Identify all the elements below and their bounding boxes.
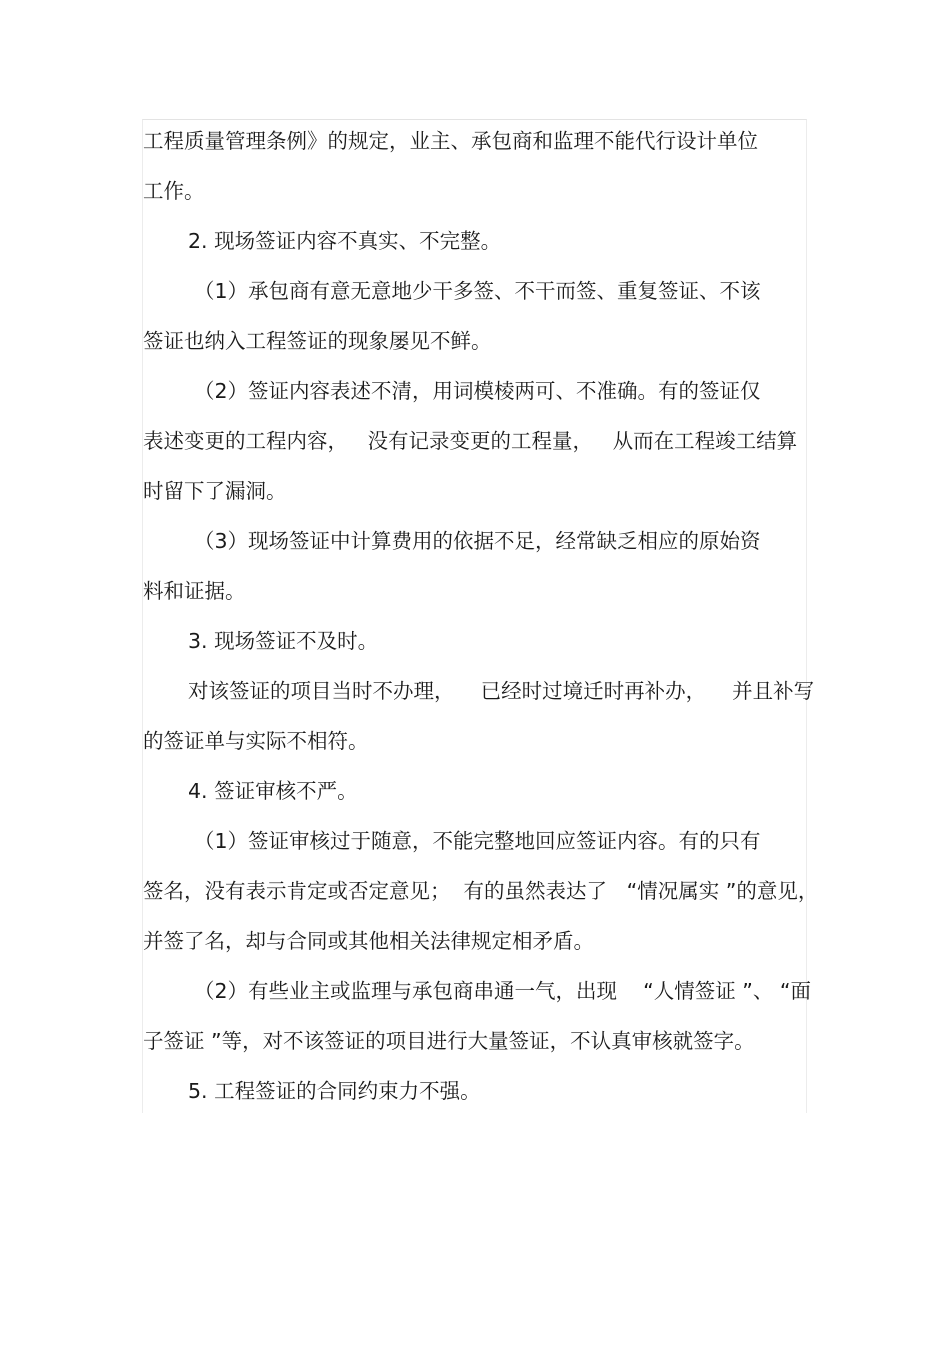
- paragraph-line: （1）签证审核过于随意，不能完整地回应签证内容。有的只有: [194, 829, 761, 853]
- section-heading: 4. 签证审核不严。: [188, 779, 358, 803]
- paragraph-line: （2）有些业主或监理与承包商串通一气，出现 “人情签证 ”、 “面: [194, 979, 812, 1003]
- section-heading: 3. 现场签证不及时。: [188, 629, 379, 653]
- paragraph-line: 表述变更的工程内容， 没有记录变更的工程量， 从而在工程竣工结算: [143, 429, 798, 453]
- paragraph-line: 工作。: [143, 179, 205, 203]
- paragraph-line: 时留下了漏洞。: [143, 479, 287, 503]
- paragraph-line: 对该签证的项目当时不办理， 已经时过境迁时再补办， 并且补写: [188, 679, 815, 703]
- paragraph-line: 并签了名，却与合同或其他相关法律规定相矛盾。: [143, 929, 594, 953]
- paragraph-line: （3）现场签证中计算费用的依据不足，经常缺乏相应的原始资: [194, 529, 761, 553]
- paragraph-line: 签证也纳入工程签证的现象屡见不鲜。: [143, 329, 492, 353]
- paragraph-line: 签名，没有表示肯定或否定意见； 有的虽然表达了 “情况属实 ”的意见，: [143, 879, 819, 903]
- paragraph-line: 子签证 ”等，对不该签证的项目进行大量签证，不认真审核就签字。: [143, 1029, 755, 1053]
- paragraph-line: （1）承包商有意无意地少干多签、不干而签、重复签证、不该: [194, 279, 761, 303]
- section-heading: 5. 工程签证的合同约束力不强。: [188, 1079, 481, 1103]
- paragraph-line: 工程质量管理条例》的规定，业主、承包商和监理不能代行设计单位: [143, 129, 758, 153]
- paragraph-line: 料和证据。: [143, 579, 246, 603]
- page-frame: [142, 119, 819, 1113]
- section-heading: 2. 现场签证内容不真实、不完整。: [188, 229, 502, 253]
- paragraph-line: （2）签证内容表述不清，用词模棱两可、不准确。有的签证仅: [194, 379, 761, 403]
- paragraph-line: 的签证单与实际不相符。: [143, 729, 369, 753]
